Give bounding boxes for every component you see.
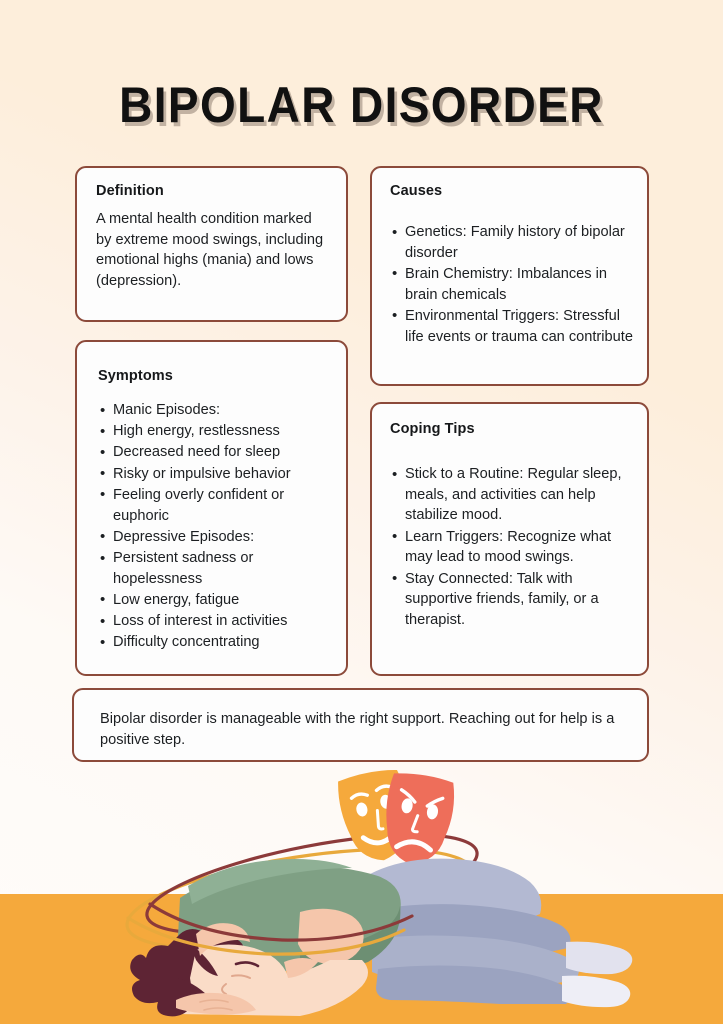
footer-text: Bipolar disorder is manageable with the right support. Reaching out for help is a positive step. — [100, 711, 615, 749]
footer-banner — [72, 688, 649, 762]
list-item: • Manic Episodes: — [98, 400, 332, 421]
card-symptoms — [75, 340, 348, 676]
card-coping-body — [390, 464, 631, 631]
list-item: • Genetics: Family history of bipolar disorder — [390, 222, 633, 263]
card-coping-tips — [370, 402, 649, 676]
card-causes-title: Causes — [390, 183, 443, 199]
coping-list — [390, 464, 631, 631]
card-definition — [75, 166, 348, 322]
list-item: • Stay Connected: Talk with supportive friends, family, or a therapist. — [390, 569, 631, 631]
symptoms-list — [98, 400, 332, 653]
card-definition-body — [96, 209, 329, 292]
list-item: • Feeling overly confident or euphoric — [98, 485, 332, 526]
card-causes — [370, 166, 649, 386]
list-item: • Stick to a Routine: Regular sleep, meals, and activities can help stabilize mood. — [390, 464, 631, 526]
list-item: • Environmental Triggers: Stressful life events or trauma can contribute — [390, 306, 633, 347]
list-item: • Persistent sadness or hopelessness — [98, 548, 332, 589]
card-symptoms-body — [98, 400, 332, 653]
list-item: • Loss of interest in activities — [98, 611, 332, 632]
card-coping-title: Coping Tips — [390, 421, 475, 437]
person-figure — [130, 859, 632, 1017]
list-item: • Decreased need for sleep — [98, 442, 332, 463]
causes-list — [390, 222, 633, 347]
card-definition-title: Definition — [96, 183, 164, 199]
card-causes-body — [390, 222, 633, 347]
card-symptoms-title: Symptoms — [98, 368, 173, 384]
page-title: BIPOLAR DISORDER — [119, 77, 604, 133]
list-item: • Depressive Episodes: — [98, 527, 332, 548]
list-item: • Low energy, fatigue — [98, 590, 332, 611]
list-item: • High energy, restlessness — [98, 421, 332, 442]
list-item: • Risky or impulsive behavior — [98, 464, 332, 485]
illustration-person-with-masks — [0, 764, 723, 1024]
list-item: • Learn Triggers: Recognize what may lead to mood swings. — [390, 527, 631, 568]
list-item: • Brain Chemistry: Imbalances in brain chemicals — [390, 264, 633, 305]
definition-paragraph: A mental health condition marked by extreme mood swings, including emotional highs (mania) and lows (depression). — [96, 211, 324, 290]
list-item: • Difficulty concentrating — [98, 632, 332, 653]
